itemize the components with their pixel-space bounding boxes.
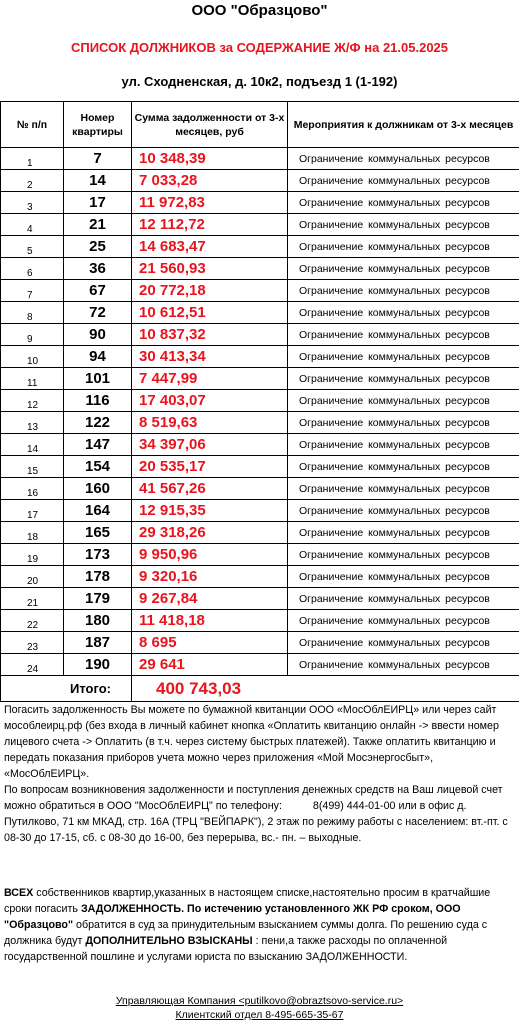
debt-amount: 10 348,39 [132, 148, 288, 170]
debt-amount: 21 560,93 [132, 258, 288, 280]
row-number: 1 [1, 148, 64, 170]
table-row [1, 566, 519, 588]
apartment-number: 67 [64, 280, 132, 302]
table-row [1, 258, 519, 280]
table-row [1, 544, 519, 566]
row-number: 17 [1, 500, 64, 522]
table-row [1, 390, 519, 412]
row-number: 23 [1, 632, 64, 654]
measure-text: Ограничение коммунальных ресурсов [288, 456, 519, 478]
table-row [1, 654, 519, 676]
debt-amount: 34 397,06 [132, 434, 288, 456]
apartment-number: 7 [64, 148, 132, 170]
warning-text-1: собственников квартир,указанных в настоящем списке,настоятельно просим в кратчайшие сроки погасить [4, 887, 491, 915]
row-number: 9 [1, 324, 64, 346]
debt-amount: 8 519,63 [132, 412, 288, 434]
header-apartment: Номер квартиры [64, 102, 132, 148]
measure-text: Ограничение коммунальных ресурсов [288, 236, 519, 258]
measure-text: Ограничение коммунальных ресурсов [288, 170, 519, 192]
debt-amount: 29 318,26 [132, 522, 288, 544]
measure-text: Ограничение коммунальных ресурсов [288, 654, 519, 676]
apartment-number: 36 [64, 258, 132, 280]
apartment-number: 116 [64, 390, 132, 412]
debt-amount: 9 267,84 [132, 588, 288, 610]
debt-amount: 29 641 [132, 654, 288, 676]
measure-text: Ограничение коммунальных ресурсов [288, 478, 519, 500]
footer-client-phone: Клиентский отдел 8-495-665-35-67 [175, 1009, 344, 1021]
row-number: 6 [1, 258, 64, 280]
measure-text: Ограничение коммунальных ресурсов [288, 324, 519, 346]
measure-text: Ограничение коммунальных ресурсов [288, 412, 519, 434]
warning-paragraph [4, 885, 516, 965]
row-number: 10 [1, 346, 64, 368]
debt-amount: 8 695 [132, 632, 288, 654]
apartment-number: 122 [64, 412, 132, 434]
row-number: 12 [1, 390, 64, 412]
debt-amount: 12 112,72 [132, 214, 288, 236]
debt-amount: 12 915,35 [132, 500, 288, 522]
apartment-number: 180 [64, 610, 132, 632]
row-number: 21 [1, 588, 64, 610]
document-title: СПИСОК ДОЛЖНИКОВ за СОДЕРЖАНИЕ Ж/Ф на 21.05.2025 [70, 40, 449, 55]
apartment-number: 94 [64, 346, 132, 368]
payment-info-paragraph: Погасить задолженность Вы можете по бумажной квитанции ООО «МосОблЕИРЦ» или через сайт мособлеирц.рф (без входа в личный кабинет кнопка «Оплатить квитанцию онлайн -> ввести номер лицевого счета -> Оплатить (в т.ч. через систему быстрых платежей). Также оплатить квитанцию и передать показания приборов учета можно через приложения «Мой Мосэнергосбыт», «МосОблЕИРЦ». [4, 704, 499, 780]
total-value: 400 743,03 [132, 676, 519, 702]
header-number: № п/п [1, 102, 64, 148]
table-header-row [1, 102, 519, 148]
company-name: ООО "Образцово" [191, 2, 328, 19]
debt-amount: 17 403,07 [132, 390, 288, 412]
measure-text: Ограничение коммунальных ресурсов [288, 500, 519, 522]
measure-text: Ограничение коммунальных ресурсов [288, 544, 519, 566]
footer-company-email[interactable]: Управляющая Компания <putilkovo@obraztsovo-service.ru> [115, 995, 404, 1007]
apartment-number: 187 [64, 632, 132, 654]
apartment-number: 164 [64, 500, 132, 522]
warning-debt-bold: ЗАДОЛЖЕННОСТЬ. По истечению установленного ЖК РФ сроком, ООО "Образцово" [4, 903, 461, 931]
warning-additional-bold: ДОПОЛНИТЕЛЬНО ВЗЫСКАНЫ [85, 935, 253, 947]
apartment-number: 178 [64, 566, 132, 588]
measure-text: Ограничение коммунальных ресурсов [288, 302, 519, 324]
row-number: 24 [1, 654, 64, 676]
table-row [1, 170, 519, 192]
office-info-text: или в офис д. Путилково, 71 км МКАД, стр. 16А (ТРЦ "ВЕЙПАРК"), 2 этаж по режиму работы с населением: вт.-пт. с 08-30 до 17-15, сб. с 08-30 до 16-00, без перерыва, вс.- пн. – выходные. [4, 800, 508, 844]
apartment-number: 14 [64, 170, 132, 192]
table-row [1, 324, 519, 346]
measure-text: Ограничение коммунальных ресурсов [288, 390, 519, 412]
apartment-number: 154 [64, 456, 132, 478]
row-number: 19 [1, 544, 64, 566]
measure-text: Ограничение коммунальных ресурсов [288, 434, 519, 456]
measure-text: Ограничение коммунальных ресурсов [288, 258, 519, 280]
table-row [1, 456, 519, 478]
row-number: 16 [1, 478, 64, 500]
measure-text: Ограничение коммунальных ресурсов [288, 632, 519, 654]
apartment-number: 25 [64, 236, 132, 258]
apartment-number: 21 [64, 214, 132, 236]
debt-amount: 20 772,18 [132, 280, 288, 302]
row-number: 20 [1, 566, 64, 588]
apartment-number: 165 [64, 522, 132, 544]
debt-amount: 9 950,96 [132, 544, 288, 566]
measure-text: Ограничение коммунальных ресурсов [288, 522, 519, 544]
warning-text-3: : пени,а также расходы по оплаченной государственной пошлине и услугами юриста по взысканию ЗАДОЛЖЕННОСТИ. [4, 935, 448, 963]
apartment-number: 90 [64, 324, 132, 346]
table-row [1, 368, 519, 390]
row-number: 8 [1, 302, 64, 324]
table-row [1, 478, 519, 500]
table-row [1, 280, 519, 302]
contact-info-paragraph [4, 782, 516, 846]
warning-all: ВСЕХ [4, 887, 34, 899]
measure-text: Ограничение коммунальных ресурсов [288, 280, 519, 302]
debt-amount: 20 535,17 [132, 456, 288, 478]
apartment-number: 160 [64, 478, 132, 500]
total-label: Итого: [1, 676, 132, 702]
table-row [1, 236, 519, 258]
debt-amount: 11 418,18 [132, 610, 288, 632]
header-measures: Мероприятия к должникам от 3-х месяцев [288, 102, 519, 148]
contact-info-text: По вопросам возникновения задолженности и поступления денежных средств на Ваш лицевой счет можно обратиться в ООО "МосОблЕИРЦ" по телефону: [4, 784, 503, 812]
warning-text-2: обратится в суд за принудительным взысканием суммы долга. По решению суда с должника будут [4, 919, 488, 947]
debt-amount: 7 033,28 [132, 170, 288, 192]
row-number: 18 [1, 522, 64, 544]
apartment-number: 72 [64, 302, 132, 324]
apartment-number: 147 [64, 434, 132, 456]
apartment-number: 101 [64, 368, 132, 390]
payment-info [4, 702, 516, 846]
row-number: 14 [1, 434, 64, 456]
row-number: 11 [1, 368, 64, 390]
warning-notice [4, 885, 516, 965]
measure-text: Ограничение коммунальных ресурсов [288, 148, 519, 170]
table-row [1, 588, 519, 610]
row-number: 13 [1, 412, 64, 434]
table-row [1, 500, 519, 522]
table-row [1, 610, 519, 632]
table-row [1, 632, 519, 654]
contact-phone: 8(499) 444-01-00 [312, 800, 396, 812]
measure-text: Ограничение коммунальных ресурсов [288, 588, 519, 610]
debt-amount: 11 972,83 [132, 192, 288, 214]
debt-amount: 9 320,16 [132, 566, 288, 588]
table-row [1, 192, 519, 214]
row-number: 22 [1, 610, 64, 632]
measure-text: Ограничение коммунальных ресурсов [288, 192, 519, 214]
debtors-table [0, 101, 519, 702]
row-number: 2 [1, 170, 64, 192]
table-body [1, 148, 519, 676]
table-row [1, 214, 519, 236]
row-number: 5 [1, 236, 64, 258]
footer [0, 994, 519, 1022]
row-number: 15 [1, 456, 64, 478]
table-row [1, 412, 519, 434]
measure-text: Ограничение коммунальных ресурсов [288, 346, 519, 368]
apartment-number: 179 [64, 588, 132, 610]
debt-amount: 7 447,99 [132, 368, 288, 390]
table-row [1, 302, 519, 324]
apartment-number: 17 [64, 192, 132, 214]
row-number: 7 [1, 280, 64, 302]
apartment-number: 190 [64, 654, 132, 676]
table-row [1, 522, 519, 544]
total-row [1, 676, 519, 702]
debt-amount: 10 612,51 [132, 302, 288, 324]
measure-text: Ограничение коммунальных ресурсов [288, 214, 519, 236]
measure-text: Ограничение коммунальных ресурсов [288, 566, 519, 588]
row-number: 3 [1, 192, 64, 214]
table-row [1, 346, 519, 368]
building-address: ул. Сходненская, д. 10к2, подъезд 1 (1-192) [121, 74, 398, 89]
debt-amount: 30 413,34 [132, 346, 288, 368]
debt-amount: 14 683,47 [132, 236, 288, 258]
table-row [1, 148, 519, 170]
apartment-number: 173 [64, 544, 132, 566]
table-row [1, 434, 519, 456]
debt-amount: 10 837,32 [132, 324, 288, 346]
row-number: 4 [1, 214, 64, 236]
debt-amount: 41 567,26 [132, 478, 288, 500]
measure-text: Ограничение коммунальных ресурсов [288, 368, 519, 390]
header-debt-sum: Сумма задолженности от 3-х месяцев, руб [132, 102, 288, 148]
measure-text: Ограничение коммунальных ресурсов [288, 610, 519, 632]
